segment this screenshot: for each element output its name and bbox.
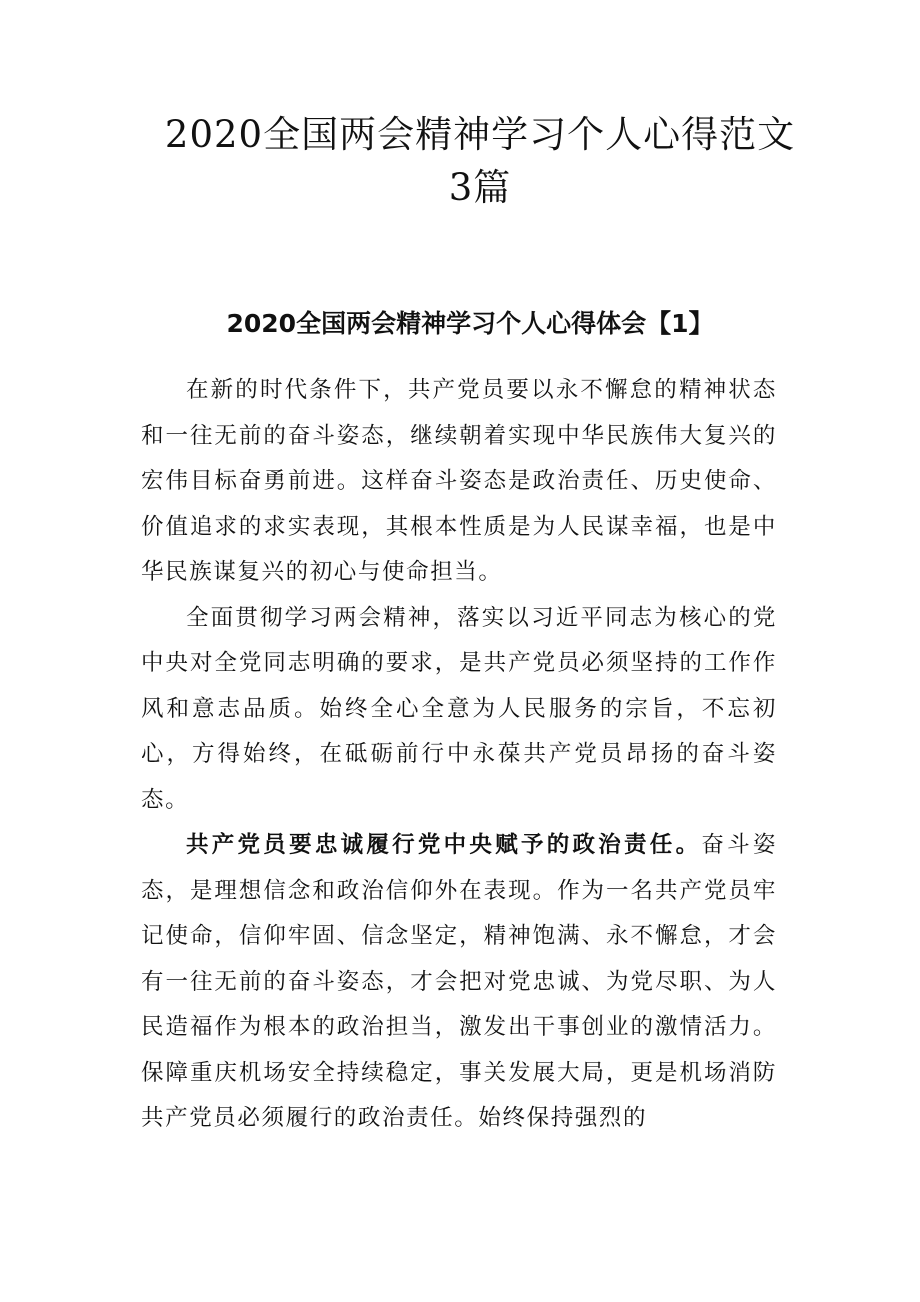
body-paragraph-2 <box>141 596 777 824</box>
body-paragraph-3 <box>141 823 777 1142</box>
document-body <box>141 368 777 1142</box>
paragraph-text: 奋斗姿态，是理想信念和政治信仰外在表现。作为一名共产党员牢记使命，信仰牢固、信念坚定，精神饱满、永不懈怠，才会有一往无前的奋斗姿态，才会把对党忠诚、为党尽职、为人民造福作为根本的政治担当，激发出干事创业的激情活力。保障重庆机场安全持续稳定，事关发展大局，更是机场消防共产党员必须履行的政治责任。始终保持强烈的 <box>141 832 777 1131</box>
paragraph-text: 全面贯彻学习两会精神，落实以习近平同志为核心的党中央对全党同志明确的要求，是共产党员必须坚持的工作作风和意志品质。始终全心全意为人民服务的宗旨，不忘初心，方得始终，在砥砺前行中永葆共产党员昂扬的奋斗姿态。 <box>141 604 777 813</box>
document-title <box>120 108 840 214</box>
document-title-line-2: 3篇 <box>448 166 512 209</box>
body-paragraph-1 <box>141 368 777 596</box>
paragraph-lead-sentence: 共产党员要忠诚履行党中央赋予的政治责任。 <box>186 832 702 858</box>
section-heading: 2020全国两会精神学习个人心得体会【1】 <box>226 309 714 338</box>
document-title-line-1: 2020全国两会精神学习个人心得范文 <box>164 113 796 156</box>
paragraph-text: 在新的时代条件下，共产党员要以永不懈怠的精神状态和一往无前的奋斗姿态，继续朝着实现中华民族伟大复兴的宏伟目标奋勇前进。这样奋斗姿态是政治责任、历史使命、价值追求的求实表现，其根本性质是为人民谋幸福，也是中华民族谋复兴的初心与使命担当。 <box>141 377 777 585</box>
